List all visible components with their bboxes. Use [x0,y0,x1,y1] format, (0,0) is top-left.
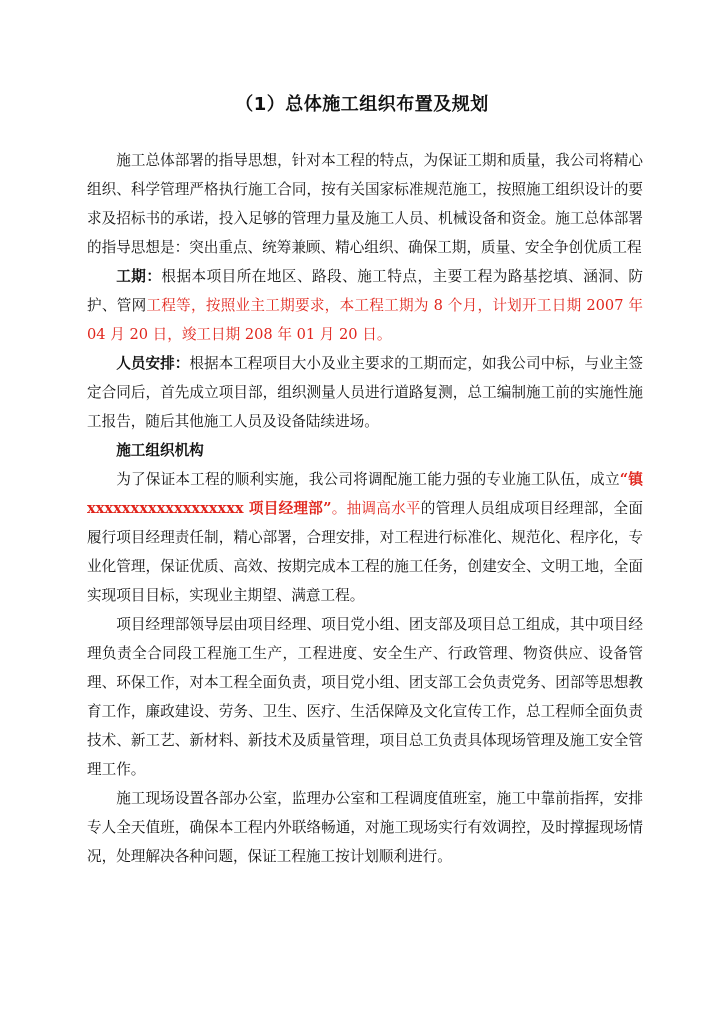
document-body [87,146,643,871]
paragraph-deployment: 施工总体部署的指导思想，针对本工程的特点，为保证工期和质量，我公司将精心组织、科学管理严格执行施工合同，按有关国家标准规范施工，按照施工组织设计的要求及招标书的承诺，投入足够的管理力量及施工人员、机械设备和资金。施工总体部署的指导思想是：突出重点、统筹兼顾、精心组织、确保工期，质量、安全争创优质工程 [87,152,643,256]
paragraph-staffing [87,349,643,436]
schedule-label: 工期： [116,268,162,285]
page-title: （1）总体施工组织布置及规划 [235,94,489,115]
organization-red-text: 。抽调高水平 [331,500,421,517]
section-heading-organization: 施工组织机构 [116,442,204,459]
schedule-red-text: 工程等，按照业主工期要求，本工程工期为 8 个月，计划开工日期 2007 年 04 月 20 日，竣工日期 208 年 01 月 20 日。 [87,297,643,343]
paragraph-schedule [87,262,643,349]
staffing-label: 人员安排： [116,355,190,372]
project-department-name: “镇 xxxxxxxxxxxxxxxxxx 项目经理部” [87,471,643,517]
paragraph-leadership: 项目经理部领导层由项目经理、项目党小组、团支部及项目总工组成，其中项目经理负责全合同段工程施工生产，工程进度、安全生产、行政管理、物资供应、设备管理、环保工作，对本工程全面负责，项目党小组、团支部工会负责党务、团部等思想教育工作，廉政建设、劳务、卫生、医疗、生活保障及文化宣传工作，总工程师全面负责技术、新工艺、新材料、新技术及质量管理，项目总工负责具体现场管理及施工安全管理工作。 [87,616,643,778]
paragraph-organization [87,465,643,610]
organization-text-2: 的管理人员组成项目经理部，全面履行项目经理责任制，精心部署，合理安排，对工程进行标准化、规范化、程序化，专业化管理，保证优质、高效、按期完成本工程的施工任务，创建安全、文明工地，全面实现项目目标，实现业主期望、满意工程。 [87,500,643,604]
staffing-text: 根据本工程项目大小及业主要求的工期而定，如我公司中标，与业主签定合同后，首先成立项目部，组织测量人员进行道路复测，总工编制施工前的实施性施工报告，随后其他施工人员及设备陆续进场。 [87,355,643,430]
organization-text-1: 为了保证本工程的顺利实施，我公司将调配施工能力强的专业施工队伍，成立 [116,471,620,488]
schedule-text: 根据本项目所在地区、路段、施工特点，主要工程为路基挖填、涵洞、防护、管网 [87,268,643,314]
paragraph-site-office: 施工现场设置各部办公室，监理办公室和工程调度值班室，施工中靠前指挥，安排专人全天值班，确保本工程内外联络畅通，对施工现场实行有效调控，及时撑握现场情况，处理解决各种问题，保证工程施工按计划顺利进行。 [87,790,643,865]
